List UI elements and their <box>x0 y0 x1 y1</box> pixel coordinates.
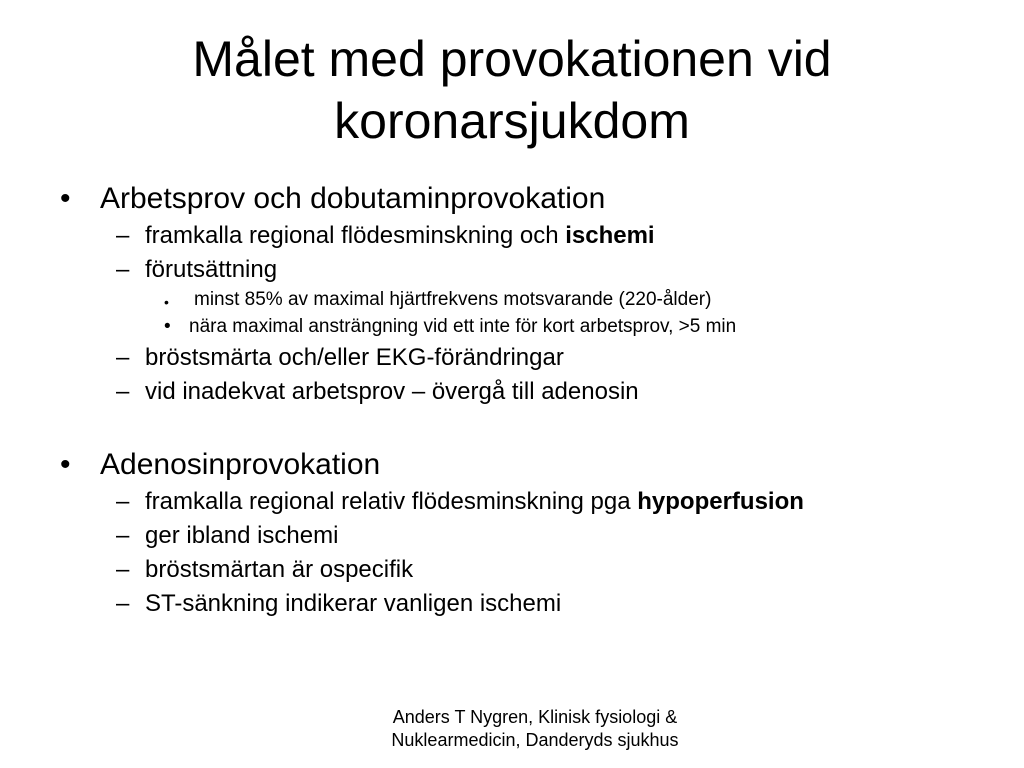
section-1-sub-2-text: nära maximal ansträngning vid ett inte för kort arbetsprov, >5 min <box>189 316 737 337</box>
dash-marker: – <box>116 256 130 283</box>
section-2-item-1-bold: hypoperfusion <box>637 488 804 515</box>
section-1-heading-text: Arbetsprov och dobutaminprovokation <box>100 182 606 215</box>
sub-bullet-marker: • <box>164 316 171 337</box>
section-1-item-1-bold: ischemi <box>565 222 655 249</box>
section-1-item-4-text: vid inadekvat arbetsprov – övergå till adenosin <box>145 378 639 405</box>
section-2-item-2-text: ger ibland ischemi <box>145 522 339 549</box>
footer-line-2: Nuklearmedicin, Danderyds sjukhus <box>391 730 679 750</box>
section-2-item-4-text: ST-sänkning indikerar vanligen ischemi <box>145 590 562 617</box>
section-2-heading-text: Adenosinprovokation <box>100 448 381 481</box>
title-line-2: koronarsjukdom <box>334 93 690 149</box>
slide-title <box>0 28 1024 152</box>
section-1-item-1-text: framkalla regional flödesminskning och <box>145 222 566 249</box>
sub-bullet-marker: • <box>164 294 169 310</box>
section-1-sub-1-text: minst 85% av maximal hjärtfrekvens motsvarande (220-ålder) <box>194 289 712 310</box>
section-1-item-2-text: förutsättning <box>145 256 278 283</box>
bullet-marker: • <box>60 448 71 481</box>
slide-footer <box>330 706 740 752</box>
dash-marker: – <box>116 488 130 515</box>
section-2-item-1-text: framkalla regional relativ flödesminskning pga <box>145 488 638 515</box>
dash-marker: – <box>116 378 130 405</box>
dash-marker: – <box>116 590 130 617</box>
bullet-marker: • <box>60 182 71 215</box>
title-line-1: Målet med provokationen vid <box>192 31 832 87</box>
dash-marker: – <box>116 222 130 249</box>
dash-marker: – <box>116 556 130 583</box>
dash-marker: – <box>116 522 130 549</box>
footer-line-1: Anders T Nygren, Klinisk fysiologi & <box>392 707 678 727</box>
section-2-item-3-text: bröstsmärtan är ospecifik <box>145 556 414 583</box>
dash-marker: – <box>116 344 130 371</box>
section-1-item-3-text: bröstsmärta och/eller EKG-förändringar <box>145 344 564 371</box>
